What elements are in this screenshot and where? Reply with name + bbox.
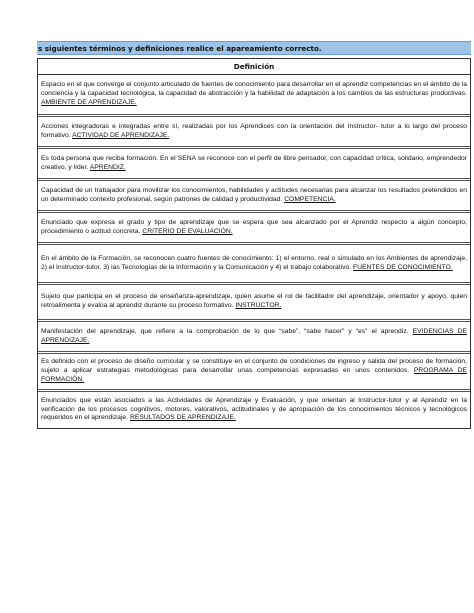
answer-term: EVIDENCIAS DE APRENDIZAJE. — [41, 327, 467, 344]
table-row — [38, 149, 470, 179]
definition-text: Manifestación del aprendizaje, que refiere a la comprobación de lo que “sabe”, “sabe hacer” y “es” el aprendiz. EVIDENCIAS DE APRENDIZAJE. — [41, 327, 467, 344]
answer-term: PROGRAMA DE FORMACIÓN. — [41, 367, 467, 383]
answer-term: COMPETENCIA. — [284, 195, 336, 203]
definition-text: Es definido con el proceso de diseño curricular y se constituye en el conjunto de condiciones de ingreso y salida del proceso de formación, sujeto a aplicar estrategias metodológicas para desarrollar unas competencias expresadas en unos contenidos. PROGRAMA DE FORMACIÓN. — [41, 358, 467, 383]
definitions-table — [37, 58, 471, 429]
instruction-title: s siguientes términos y definiciones realice el apareamiento correcto. — [37, 41, 471, 55]
table-row — [38, 245, 470, 283]
worksheet — [37, 41, 471, 429]
table-row — [38, 392, 470, 428]
column-header-definicion: Definición — [38, 58, 470, 75]
answer-term: INSTRUCTOR. — [235, 302, 282, 309]
definition-text: En el ámbito de la Formación, se reconocen cuatro fuentes de conocimiento: 1) el entorno, real o simulado en los Ambientes de aprendizaje, 2) el Instructor-tutor, 3) las Tecnologías de la Información y la Comunicación y 4) el trabajo colaborativo. FUENTES DE CONOCIMIENTO. — [41, 254, 467, 271]
table-row — [38, 117, 470, 147]
definition-text: Espacio en el que converge el conjunto articulado de fuentes de conocimiento para desarrollar en el aprendiz competencias en el ámbito de la conciencia y la capacidad tecnológica, la capacidad de abstracción y la habilidad de adaptación a los cambios de las estructuras productivas. AMBIENTE DE APRENDIZAJE. — [41, 81, 467, 106]
table-row — [38, 285, 470, 320]
definition-text: Enunciados que están asociados a las Actividades de Aprendizaje y Evaluación, y que orientan al Instructor-tutor y al Aprendiz en la verificación de los procesos cognitivos, motores, valorativos, actitudinales y de apropiación de los conocimientos técnicos y tecnológicos requeridos en el aprendizaje. RESULTADOS DE APRENDIZAJE. — [41, 396, 467, 422]
table-row — [38, 213, 470, 243]
answer-term: AMBIENTE DE APRENDIZAJE. — [41, 98, 137, 106]
definition-text: Sujeto que participa en el proceso de enseñanza-aprendizaje, quien asume el rol de facilitador del aprendizaje, orientador y apoyo, quien retroalimenta y evalúa al aprendiz durante su proceso formativo. INSTRUCTOR. — [41, 293, 467, 309]
definition-text: Enunciado que expresa el grado y tipo de aprendizaje que se espera que sea alcanzado por el Aprendiz respecto a algún concepto, procedimiento o actitud concreta. CRITERIO DE EVALUACIÓN. — [41, 218, 467, 235]
answer-term: RESULTADOS DE APRENDIZAJE. — [129, 414, 236, 422]
answer-term: APRENDIZ. — [89, 163, 126, 171]
definition-text: Capacidad de un trabajador para movilizar los conocimientos, habilidades y actitudes necesarias para alcanzar los resultados pretendidos en un determinado contexto profesional, según patrones de calidad y productividad. COMPETENCIA. — [41, 186, 467, 203]
definition-text: Es toda persona que reciba formación. En el SENA se reconoce con el perfil de libre pensador, con capacidad crítica, solidario, emprendedor creativo, y líder. APRENDIZ. — [41, 154, 467, 171]
answer-term: ACTIVIDAD DE APRENDIZAJE. — [72, 131, 170, 139]
answer-term: CRITERIO DE EVALUACIÓN. — [142, 227, 233, 235]
answer-term: FUENTES DE CONOCIMIENTO. — [353, 263, 453, 271]
definition-text: Acciones integradoras e integradas entre sí, realizadas por los Aprendices con la orientación del Instructor- tutor a lo largo del proceso formativo. ACTIVIDAD DE APRENDIZAJE. — [41, 122, 467, 139]
table-row — [38, 354, 470, 390]
table-row — [38, 322, 470, 352]
table-row — [38, 75, 470, 115]
table-row — [38, 181, 470, 211]
